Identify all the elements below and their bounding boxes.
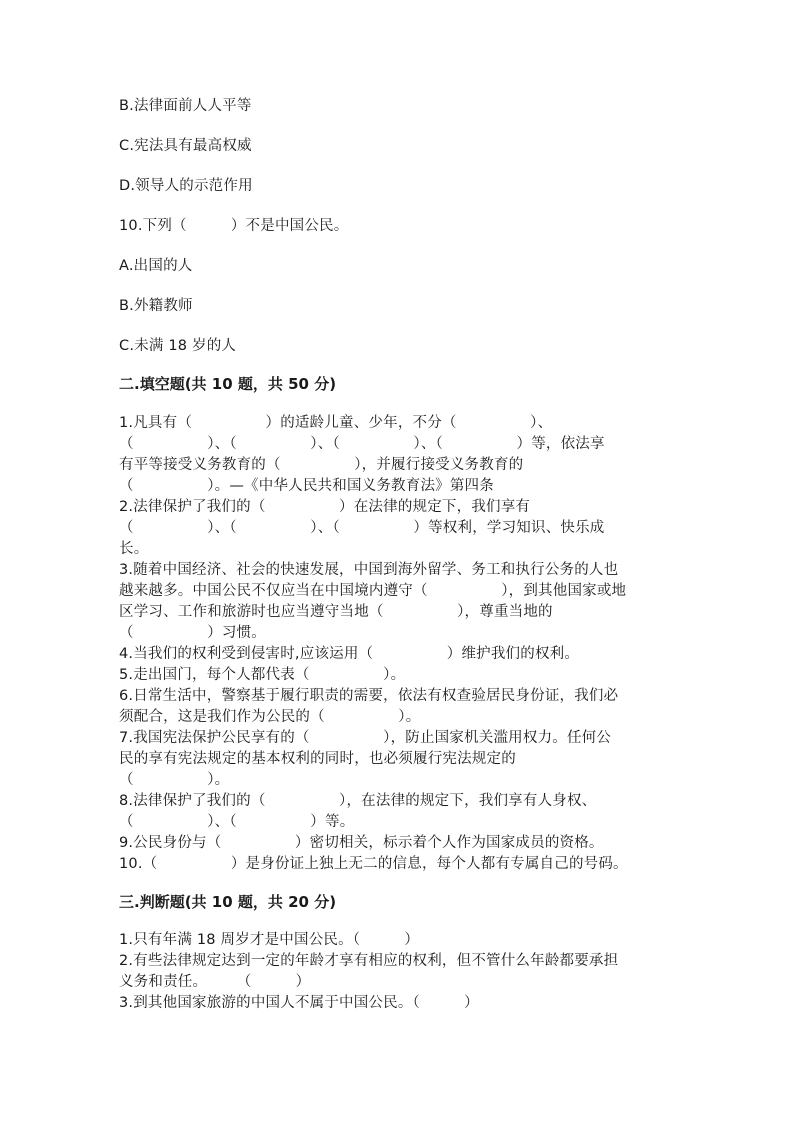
option-b-prev: B.法律面前人人平等 [119,98,252,114]
section-3-title: 三.判断题(共 10 题，共 20 分) [119,893,337,911]
fill-line: 3.随着中国经济、社会的快速发展，中国到海外留学、务工和执行公务的人也 [119,562,619,578]
section-2-title: 二.填空题(共 10 题，共 50 分) [119,375,337,393]
question-10-stem: 10.下列（ ）不是中国公民。 [119,218,349,234]
fill-line: 10.（ ）是身份证上独上无二的信息，每个人都有专属自己的号码。 [119,856,628,872]
option-c-prev: C.宪法具有最高权威 [119,138,252,154]
question-10-option-c: C.未满 18 岁的人 [119,338,237,354]
fill-line: 民的享有宪法规定的基本权利的同时，也必须履行宪法规定的 [119,751,516,767]
fill-line: 2.法律保护了我们的（ ）在法律的规定下，我们享有 [119,499,531,515]
judge-line: 2.有些法律规定达到一定的年龄才享有相应的权利，但不管什么年龄都要承担 [119,953,619,969]
fill-line: 8.法律保护了我们的（ ），在法律的规定下，我们享有人身权、 [119,793,597,809]
fill-line: 7.我国宪法保护公民享有的（ ），防止国家机关滥用权力。任何公 [119,730,612,746]
fill-line: （ ）。—《中华人民共和国义务教育法》第四条 [119,478,494,494]
fill-line: 9.公民身份与（ ）密切相关，标示着个人作为国家成员的资格。 [119,835,604,851]
fill-line: 长。 [119,541,149,557]
fill-line: 有平等接受义务教育的（ ），并履行接受义务教育的 [119,457,524,473]
question-10-option-a: A.出国的人 [119,258,193,274]
fill-line: 区学习、工作和旅游时也应当遵守当地（ ），尊重当地的 [119,604,553,620]
question-10-option-b: B.外籍教师 [119,298,193,314]
judge-line: 义务和责任。 （ ） [119,974,311,990]
fill-line: 4.当我们的权利受到侵害时,应该运用（ ）维护我们的权利。 [119,646,580,662]
judge-line: 1.只有年满 18 周岁才是中国公民。（ ） [119,932,420,948]
fill-line: 5.走出国门，每个人都代表（ ）。 [119,667,406,683]
fill-line: 6.日常生活中，警察基于履行职责的需要，依法有权查验居民身份证，我们必 [119,688,619,704]
judge-line: 3.到其他国家旅游的中国人不属于中国公民。（ ） [119,995,479,1011]
fill-line: 越来越多。中国公民不仅应当在中国境内遵守（ ），到其他国家或地 [119,583,627,599]
fill-line: （ ）。 [119,772,230,788]
fill-line: （ ）习惯。 [119,625,266,641]
fill-line: （ ）、（ ）、（ ）等权利，学习知识、快乐成 [119,520,605,536]
fill-line: （ ）、（ ）等。 [119,814,355,830]
fill-line: 须配合，这是我们作为公民的（ ）。 [119,709,421,725]
option-d-prev: D.领导人的示范作用 [119,178,253,194]
fill-line: （ ）、（ ）、（ ）、（ ）等，依法享 [119,436,605,452]
fill-line: 1.凡具有（ ）的适龄儿童、少年，不分（ ）、 [119,415,553,431]
